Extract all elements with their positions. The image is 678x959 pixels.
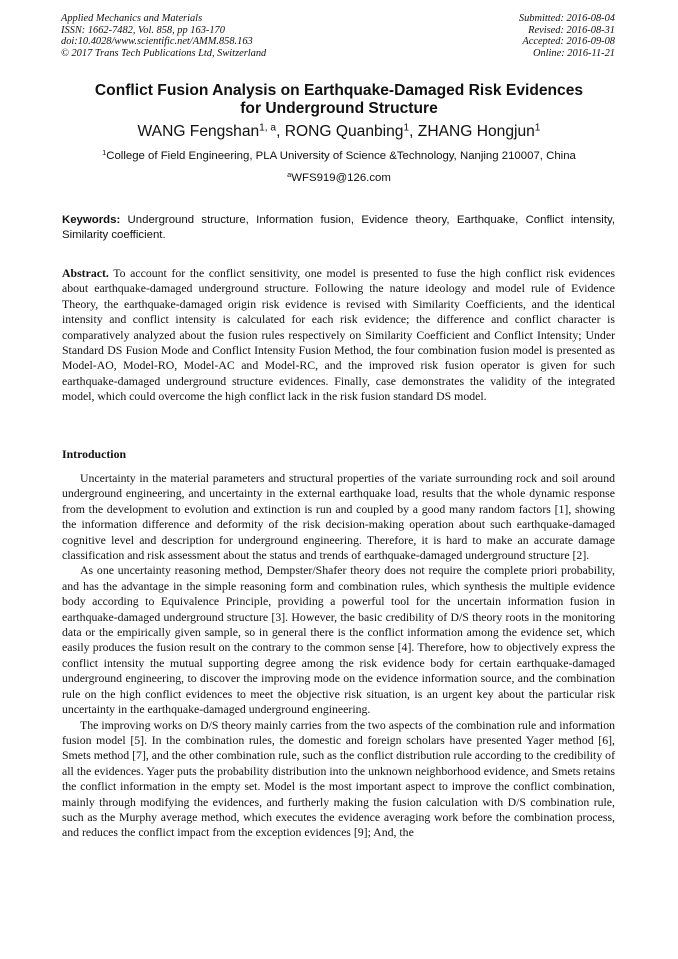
author-name: ZHANG Hongjun <box>417 123 535 140</box>
author-sup: 1, a <box>259 122 277 134</box>
revised-date: Revised: 2016-08-31 <box>528 24 615 36</box>
author-sup: 1 <box>403 122 410 134</box>
keywords-text: Underground structure, Information fusion, Evidence theory, Earthquake, Conflict intensity, Similarity coefficient. <box>62 214 615 241</box>
paragraph: The improving works on D/S theory mainly carries from the two aspects of the combination rule and information fusion model [5]. In the combination rules, the domestic and foreign scholars have presented Yager method [6], Smets method [7], and the other combination rule, such as the conflict distribution rule according to the credibility of all the evidences. Yager puts the probability distribution into the unknown neighborhood evidence, and Smets retains the conflict information in the empty set. Model is the most important aspect to improve the conflict combination, mainly through modifying the evidences, and furtherly making the fusion calculation with D/S combination rule, such as the Murphy average method, which executes the evidence averaging work before the combination process, and reduces the conflict impact from the exception evidences [9]; And, the <box>62 717 616 840</box>
keywords <box>62 213 615 242</box>
author-name: WANG Fengshan <box>137 123 260 140</box>
email-text: WFS919@126.com <box>291 172 391 184</box>
title-line-1: Conflict Fusion Analysis on Earthquake-Damaged Risk Evidences <box>94 82 584 99</box>
abstract-label: Abstract. <box>62 266 109 280</box>
paragraph: Uncertainty in the material parameters and structural properties of the variate surrounding rock and soil around underground engineering, and uncertainty in the external earthquake load, results that the whole dynamic response from the development to evolution and extinction is run and coupled by a good many random factors [1], showing the information difference and deformity of the risk decision-making operation about such earthquake-damaged cognitive level and description for underground engineering. Therefore, it is hard to make an accurate damage classification and risk assessment about the status and trends of earthquake-damaged underground structure [2]. <box>62 471 615 563</box>
abstract-text: To account for the conflict sensitivity, one model is presented to fuse the high conflict risk evidences about earthquake-damaged underground structure. Following the nature ideology and model rule of Evidence Theory, the earthquake-damaged origin risk evidence is revised with Similarity Coefficients, and the identical intensity and conflict intensity is calculated for each risk evidence; the difference and conflict character is comparatively analyzed about the fusion rules respectively on Similarity Coefficient and Conflict Intensity; Under Standard DS Fusion Mode and Conflict Intensity Fusion Method, the four combination fusion model is presented as Model-AO, Model-RO, Model-AC and Model-RC, and the improved risk fusion operator is given for such earthquake-damaged underground structure evidences. Finally, case demonstrates the validity of the integrated model, which could overcome the high conflict lack in the risk fusion standard DS model. <box>62 266 615 404</box>
online-date: Online: 2016-11-21 <box>532 47 615 59</box>
title-line-2: for Underground Structure <box>240 100 438 117</box>
paragraph: As one uncertainty reasoning method, Dempster/Shafer theory does not require the complete priori probability, and has the advantage in the simple reasoning form and combination rules, which synthesis the multiple evidence body according to Equivalence Principle, providing a powerful tool for the uncertain information fusion in earthquake-damaged underground structure [3]. However, the basic credibility of D/S theory roots in the monitoring data or the empirically given sample, so in general there is the conflict information among the evidence set, which easily produces the fusion result on the contrary to the common sense [4]. Therefore, how to objectively express the conflict intensity the mutual supporting degree among the risk evidence body for certain earthquake-damaged underground engineering, to discover the improving mode on the evidence information source, and the combination rule on the high conflict evidences to meet the objective risk situation, is an urgent key about the particular risk uncertainty in the earthquake-damaged underground engineering. <box>62 563 615 717</box>
abstract <box>62 266 615 405</box>
author-email <box>30 171 648 185</box>
author-separator: , <box>409 123 418 140</box>
author-list <box>30 123 648 141</box>
affiliation-sup: 1 <box>102 147 107 157</box>
author-name: RONG Quanbing <box>284 123 404 140</box>
doi-line: doi:10.4028/www.scientific.net/AMM.858.163 <box>61 36 253 48</box>
journal-name: Applied Mechanics and Materials <box>61 13 203 24</box>
email-sup: a <box>287 169 292 179</box>
paper-title <box>40 82 638 118</box>
keywords-label: Keywords: <box>62 214 121 226</box>
header-right <box>519 13 615 59</box>
accepted-date: Accepted: 2016-09-08 <box>522 36 615 48</box>
introduction-heading: Introduction <box>62 447 127 461</box>
author-separator: , <box>276 123 285 140</box>
issn-line: ISSN: 1662-7482, Vol. 858, pp 163-170 <box>61 24 225 36</box>
submitted-date: Submitted: 2016-08-04 <box>518 13 615 24</box>
introduction-body <box>62 471 615 841</box>
author-sup: 1 <box>534 122 541 134</box>
affiliation <box>30 149 648 163</box>
affiliation-text: College of Field Engineering, PLA University of Science &Technology, Nanjing 210007, China <box>106 150 576 162</box>
copyright-line: © 2017 Trans Tech Publications Ltd, Switzerland <box>61 47 267 59</box>
header-left <box>61 13 266 59</box>
